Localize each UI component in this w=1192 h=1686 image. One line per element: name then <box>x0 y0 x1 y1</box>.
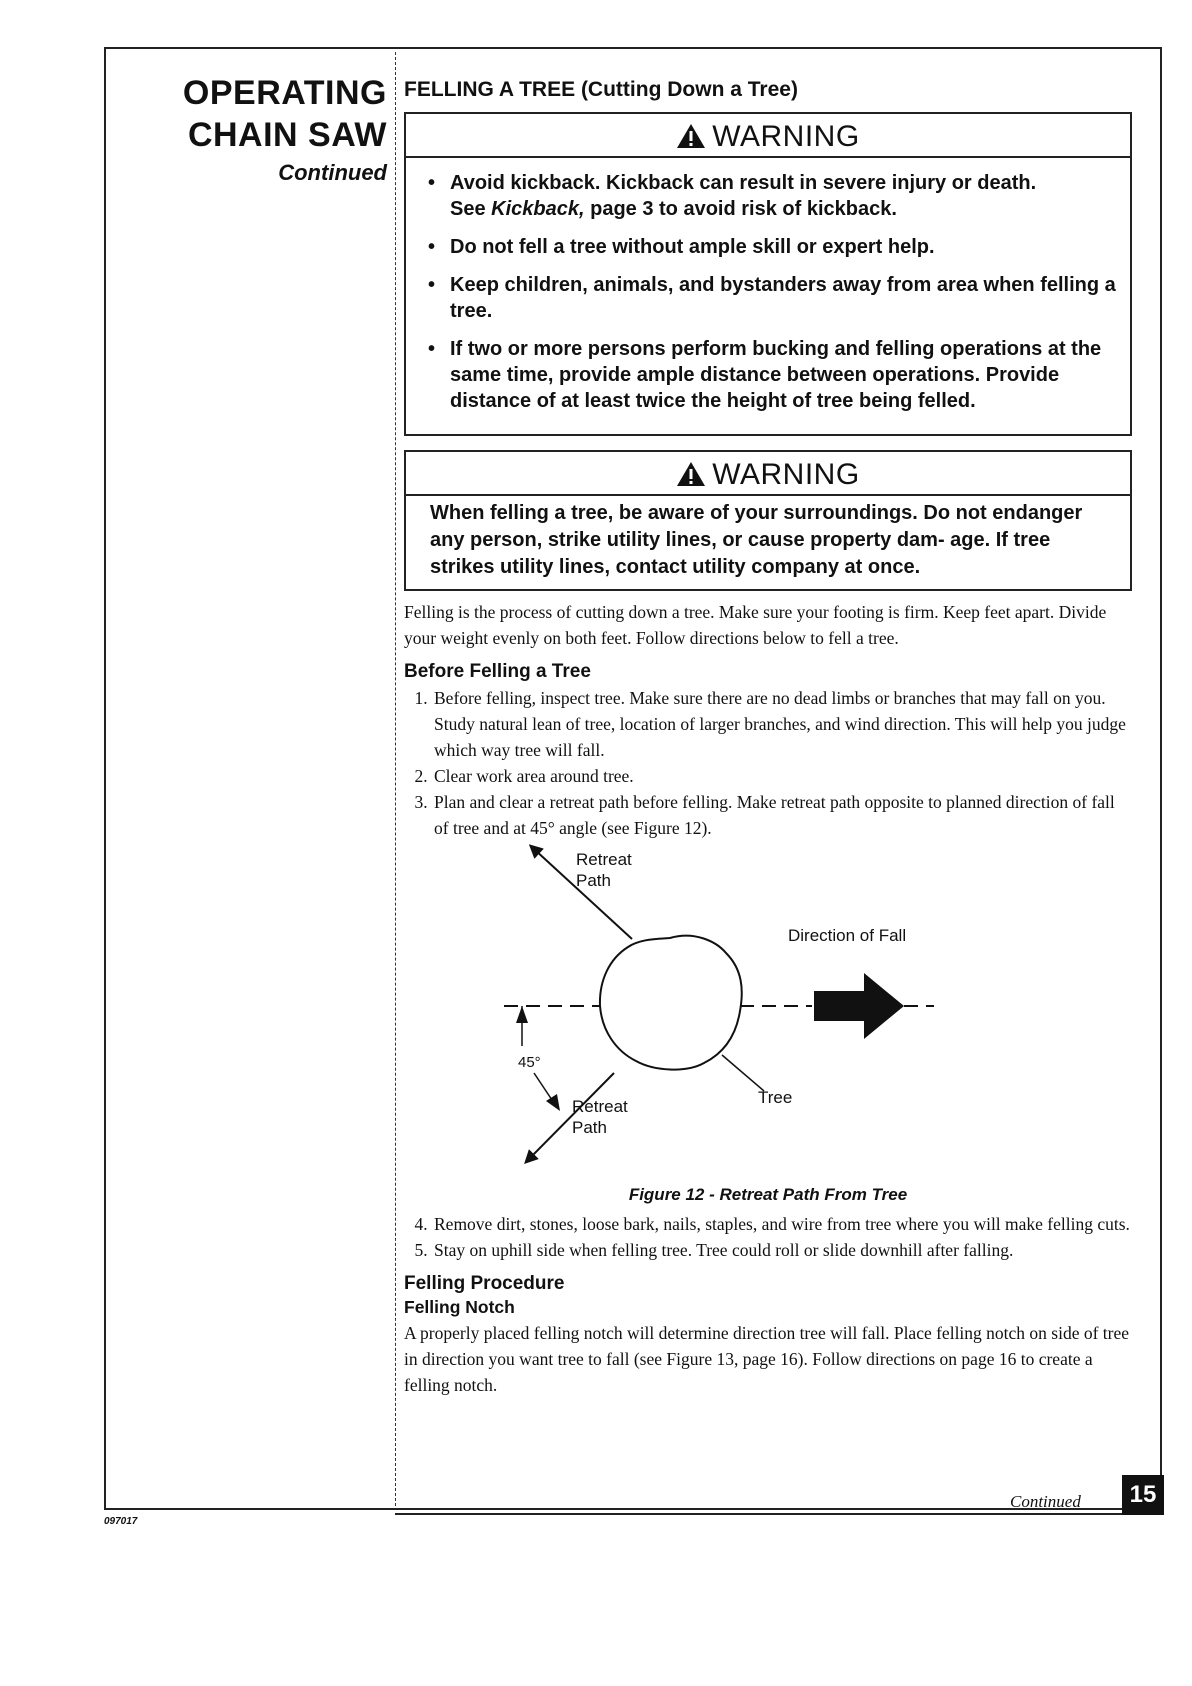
tree-pointer-line <box>722 1055 764 1091</box>
step-item: 2. Clear work area around tree. <box>432 763 1132 789</box>
felling-notch-paragraph: A properly placed felling notch will determine direction tree will fall. Place felling notch on side of tree in direction you want tree to fall (see Figure 13, page 16). Follow directions on page 16 to create a felling notch. <box>404 1323 1130 1395</box>
felling-procedure-heading: Felling Procedure <box>404 1273 565 1294</box>
figure-12 <box>404 841 1132 1181</box>
step-item: 5. Stay on uphill side when felling tree. Tree could roll or slide downhill after falling. <box>432 1237 1132 1263</box>
column-divider <box>395 52 396 1506</box>
warning-item: • Keep children, animals, and bystanders away from area when felling a tree. <box>428 272 1120 324</box>
warning-header-1 <box>406 114 1130 158</box>
figure-caption: Figure 12 - Retreat Path From Tree <box>628 1185 908 1204</box>
warning-heading-2: WARNING <box>712 458 860 491</box>
label-retreat-bottom-2: Path <box>572 1118 607 1137</box>
sidebar-title-line1: OPERATING <box>182 74 387 112</box>
warning-box-1 <box>404 112 1132 436</box>
label-retreat-bottom-1: Retreat <box>572 1097 628 1116</box>
warning-list-1 <box>406 158 1130 434</box>
before-felling-heading: Before Felling a Tree <box>404 661 591 682</box>
warning-item: • Do not fell a tree without ample skill or expert help. <box>428 234 1120 260</box>
step-item: 4. Remove dirt, stones, loose bark, nails, staples, and wire from tree where you will make felling cuts. <box>432 1211 1132 1237</box>
warning-heading-1: WARNING <box>712 120 860 153</box>
warning-item-text: page 3 to avoid risk of kickback. <box>584 198 897 220</box>
footer-continued: Continued <box>1010 1492 1081 1511</box>
label-angle: 45° <box>518 1054 541 1071</box>
sidebar-subtitle: Continued <box>278 160 387 185</box>
label-direction-of-fall: Direction of Fall <box>788 926 907 945</box>
warning-item-text: Avoid kickback. Kickback can result in severe injury or death. <box>450 172 1037 194</box>
main-content <box>404 72 1132 1398</box>
fall-direction-arrow <box>814 973 904 1039</box>
after-steps-list <box>404 1211 1132 1263</box>
warning-text-2: When felling a tree, be aware of your surroundings. Do not endanger any person, strike utility lines, or cause property dam- age. If tree strikes utility lines, contact utility company at once. <box>430 502 1083 578</box>
angle-arrow-up <box>516 1006 528 1023</box>
label-retreat-top-2: Path <box>576 871 611 890</box>
warning-triangle-icon <box>676 123 706 149</box>
sidebar-title-line2: CHAIN SAW <box>187 116 387 154</box>
warning-triangle-icon <box>676 461 706 487</box>
warning-item-text: See <box>450 198 492 220</box>
footer-rule <box>395 1513 1122 1515</box>
step-item: 1. Before felling, inspect tree. Make sure there are no dead limbs or branches that may fall on you. Study natural lean of tree, location of larger branches, and wind direction. This will help you judge which way tree will fall. <box>432 685 1132 763</box>
warning-box-2 <box>404 450 1132 591</box>
warning-item <box>428 170 1120 222</box>
angle-arrow-down <box>546 1094 560 1111</box>
before-steps-list <box>404 685 1132 841</box>
label-tree: Tree <box>758 1088 793 1107</box>
warning-item-italic: Kickback, <box>491 198 585 220</box>
page-number-badge: 15 <box>1122 1475 1164 1515</box>
intro-paragraph: Felling is the process of cutting down a tree. Make sure your footing is firm. Keep feet apart. Divide your weight evenly on both feet. Follow directions below to fell a tree. <box>404 602 1107 648</box>
felling-notch-subheading: Felling Notch <box>404 1297 515 1317</box>
tree-trunk <box>600 936 742 1070</box>
warning-item: • If two or more persons perform bucking and felling operations at the same time, provide ample distance between operations. Provide distance of at least twice the height of tree being felled. <box>428 336 1120 414</box>
warning-header-2 <box>406 452 1130 496</box>
retreat-path-diagram <box>404 841 1132 1181</box>
section-title: FELLING A TREE (Cutting Down a Tree) <box>404 78 798 101</box>
sidebar <box>104 72 387 186</box>
label-retreat-top-1: Retreat <box>576 850 632 869</box>
document-code: 097017 <box>104 1516 138 1527</box>
step-item: 3. Plan and clear a retreat path before felling. Make retreat path opposite to planned direction of fall of tree and at 45° angle (see Figure 12). <box>432 789 1132 841</box>
